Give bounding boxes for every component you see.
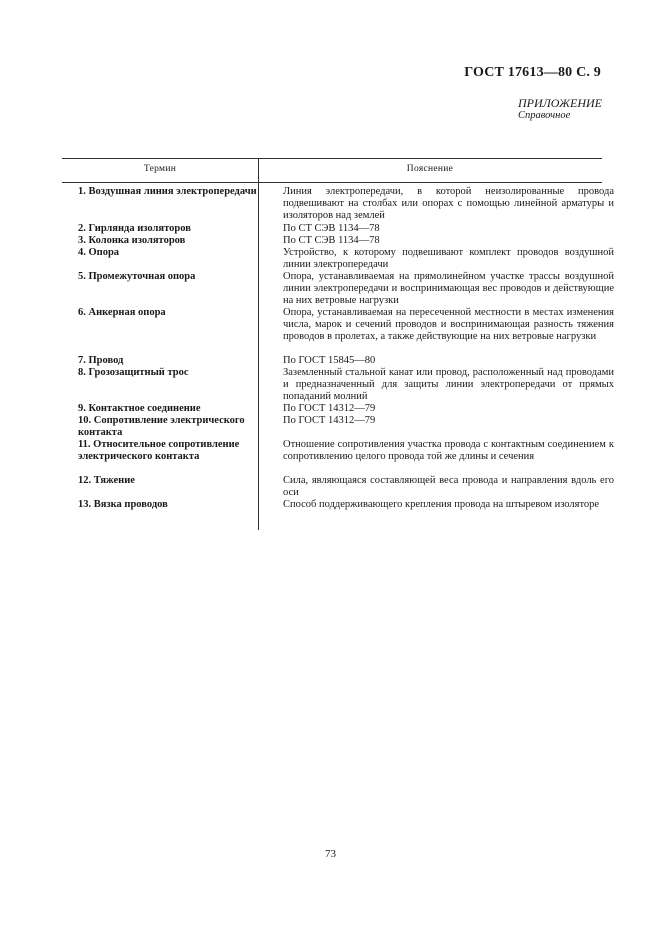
explanation-cell: Линия электропередачи, в которой неизолированные провода подвешивают на столбах или опорах с помощью линейной арматуры и изоляторов над землей <box>283 186 614 222</box>
term-cell: 9. Контактное соединение <box>78 403 201 414</box>
explanation-cell: Устройство, к которому подвешивают комплект проводов воздушной линии электропередачи <box>283 247 614 271</box>
term-cell: 2. Гирлянда изоляторов <box>78 223 191 234</box>
explanation-cell: По ГОСТ 14312—79 <box>283 403 376 414</box>
table-header-rule <box>62 182 602 183</box>
term-cell: 3. Колонка изоляторов <box>78 235 186 246</box>
column-header-explanation: Пояснение <box>406 164 454 174</box>
appendix-type: Справочное <box>518 110 571 121</box>
explanation-cell: По ГОСТ 15845—80 <box>283 355 376 366</box>
appendix-title: ПРИЛОЖЕНИЕ <box>518 96 602 110</box>
term-cell: 5. Промежуточная опора <box>78 271 196 282</box>
explanation-cell: Опора, устанавливаемая на пересеченной местности в местах изменения числа, марок и сечений проводов и воспринимающая разность тяжения проводов в пролетах, а также действующие на них ветровые нагрузки <box>283 307 614 343</box>
term-cell: 7. Провод <box>78 355 124 366</box>
explanation-cell: По ГОСТ 14312—79 <box>283 415 376 426</box>
explanation-cell: Способ поддерживающего крепления провода на штыревом изоляторе <box>283 499 600 510</box>
term-cell: 10. Сопротивление электрического контакта <box>78 415 245 439</box>
page-number: 73 <box>325 848 336 860</box>
column-header-term: Термин <box>143 164 177 174</box>
explanation-cell: Сила, являющаяся составляющей веса провода и направления вдоль его оси <box>283 475 614 499</box>
document-id: ГОСТ 17613—80 С. 9 <box>464 65 601 80</box>
explanation-cell: Опора, устанавливаемая на прямолинейном участке трассы воздушной линии электропередачи и воспринимающая вес проводов и действующие на них ветровые нагрузки <box>283 271 614 307</box>
explanation-cell: Заземленный стальной канат или провод, расположенный над проводами и предназначенный для защиты линии электропередачи от прямых попаданий молний <box>283 367 614 403</box>
explanation-cell: Отношение сопротивления участка провода с контактным соединением к сопротивлению целого провода той же длины и сечения <box>283 439 614 463</box>
term-cell: 12. Тяжение <box>78 475 135 486</box>
term-cell: 1. Воздушная линия электропередачи <box>78 186 257 197</box>
term-cell: 13. Вязка проводов <box>78 499 168 510</box>
term-cell: 8. Грозозащитный трос <box>78 367 189 378</box>
explanation-cell: По СТ СЭВ 1134—78 <box>283 223 380 234</box>
term-cell: 4. Опора <box>78 247 120 258</box>
term-cell: 6. Анкерная опора <box>78 307 166 318</box>
explanation-cell: По СТ СЭВ 1134—78 <box>283 235 380 246</box>
term-cell: 11. Относительное сопротивление электрического контакта <box>78 439 240 463</box>
table-top-rule <box>62 158 602 159</box>
